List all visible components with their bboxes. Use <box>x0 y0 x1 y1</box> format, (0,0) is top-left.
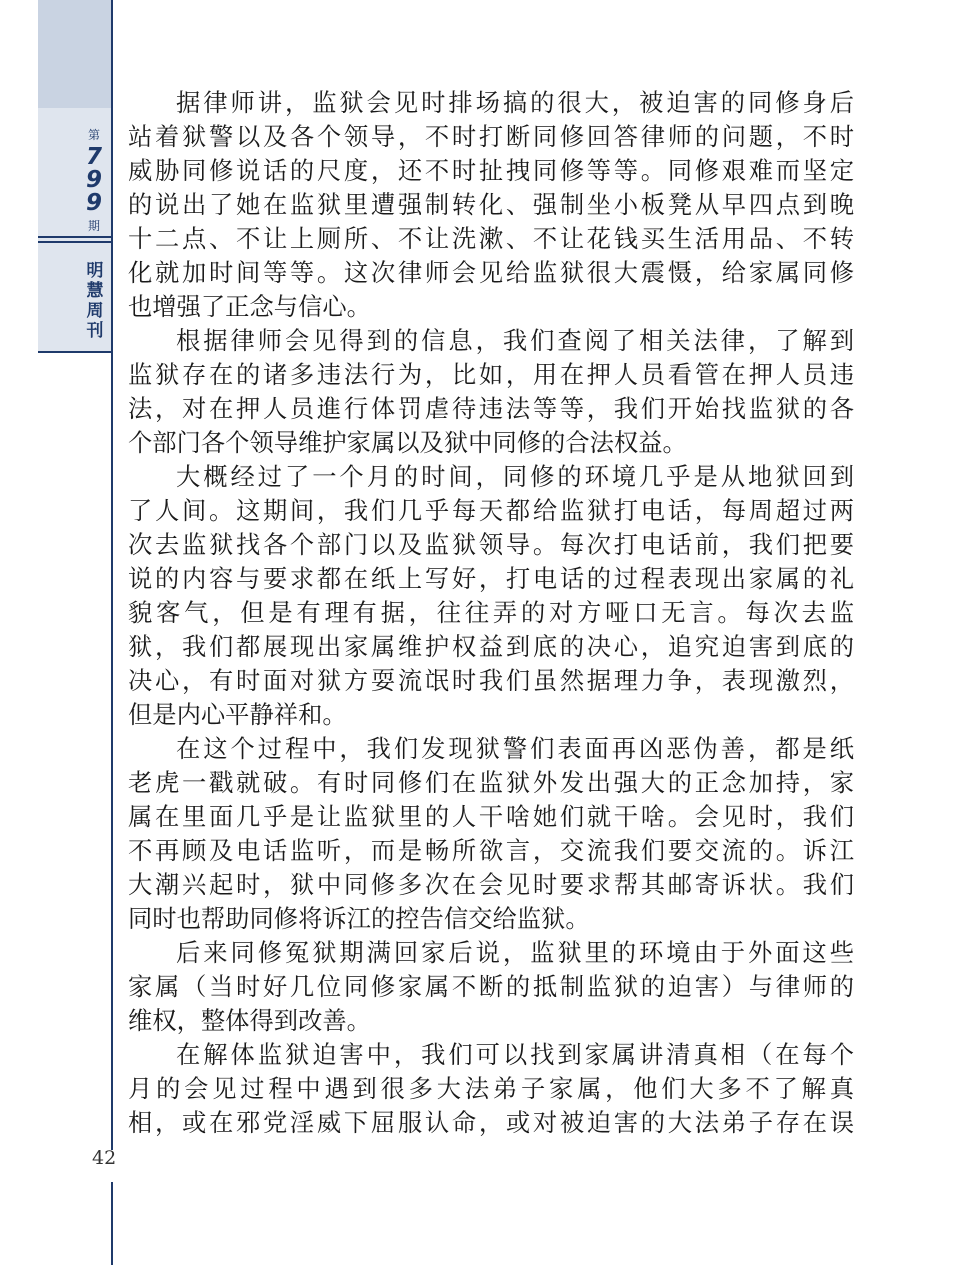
issue-digit-2: 9 <box>85 167 102 193</box>
text-line: 监狱存在的诸多违法行为，比如，用在押人员看管在押人员违 <box>128 360 854 389</box>
issue-suffix: 期 <box>87 219 100 233</box>
text-line: 相，或在邪党淫威下屈服认命，或对被迫害的大法弟子存在误 <box>128 1108 854 1137</box>
text-line: 貌客气，但是有理有据，往往弄的对方哑口无言。每次去监 <box>128 598 854 627</box>
text-line: 属在里面几乎是让监狱里的人干啥她们就干啥。会见时，我们 <box>128 802 854 831</box>
text-line: 后来同修冤狱期满回家后说，监狱里的环境由于外面这些 <box>176 938 854 967</box>
text-line: 十二点、不让上厕所、不让洗漱、不让花钱买生活用品、不转 <box>128 224 854 253</box>
magazine-title-char-2: 慧 <box>86 281 104 301</box>
text-line: 在这个过程中，我们发现狱警们表面再凶恶伪善，都是纸 <box>176 734 854 763</box>
text-line: 的说出了她在监狱里遭强制转化、强制坐小板凳从早四点到晚 <box>128 190 854 219</box>
text-line: 在解体监狱迫害中，我们可以找到家属讲清真相（在每个 <box>176 1040 854 1069</box>
text-line: 同时也帮助同修将诉江的控告信交给监狱。 <box>128 904 590 933</box>
text-line: 但是内心平静祥和。 <box>128 700 347 729</box>
text-line: 根据律师会见得到的信息，我们查阅了相关法律，了解到 <box>176 326 854 355</box>
text-line: 次去监狱找各个部门以及监狱领导。每次打电话前，我们把要 <box>128 530 854 559</box>
sidebar-divider-top <box>38 236 112 238</box>
text-line: 威胁同修说话的尺度，还不时扯拽同修等等。同修艰难而坚定 <box>128 156 854 185</box>
text-line: 老虎一戳就破。有时同修们在监狱外发出强大的正念加持，家 <box>128 768 854 797</box>
text-line: 狱，我们都展现出家属维护权益到底的决心，追究迫害到底的 <box>128 632 854 661</box>
issue-digit-3: 9 <box>85 190 102 216</box>
text-line: 大概经过了一个月的时间，同修的环境几乎是从地狱回到 <box>176 462 854 491</box>
text-line: 了人间。这期间，我们几乎每天都给监狱打电话，每周超过两 <box>128 496 854 525</box>
magazine-title-char-3: 周 <box>86 301 104 321</box>
sidebar-top-band <box>38 0 112 108</box>
text-line: 也增强了正念与信心。 <box>128 292 371 321</box>
text-line: 大潮兴起时，狱中同修多次在会见时要求帮其邮寄诉状。我们 <box>128 870 854 899</box>
text-line: 月的会见过程中遇到很多大法弟子家属，他们大多不了解真 <box>128 1074 854 1103</box>
text-line: 化就加时间等等。这次律师会见给监狱很大震慑，给家属同修 <box>128 258 854 287</box>
text-line: 说的内容与要求都在纸上写好，打电话的过程表现出家属的礼 <box>128 564 854 593</box>
text-line: 据律师讲，监狱会见时排场搞的很大，被迫害的同修身后 <box>176 88 854 117</box>
sidebar-divider-middle <box>38 241 112 243</box>
margin-rule-bottom <box>111 1182 113 1265</box>
margin-rule <box>111 0 113 1150</box>
article-body <box>128 86 854 1140</box>
text-line: 家属（当时好几位同修家属不断的抵制监狱的迫害）与律师的 <box>128 972 854 1001</box>
text-line: 决心，有时面对狱方耍流氓时我们虽然据理力争，表现激烈， <box>128 666 854 695</box>
magazine-title-char-4: 刊 <box>86 321 104 341</box>
text-line: 个部门各个领导维护家属以及狱中同修的合法权益。 <box>128 428 687 457</box>
sidebar-divider-bottom <box>38 351 112 353</box>
text-line: 维权，整体得到改善。 <box>128 1006 371 1035</box>
text-line: 不再顾及电话监听，而是畅所欲言，交流我们要交流的。诉江 <box>128 836 854 865</box>
text-line: 站着狱警以及各个领导，不时打断同修回答律师的问题，不时 <box>128 122 854 151</box>
issue-digit-1: 7 <box>85 144 102 170</box>
issue-prefix: 第 <box>87 128 100 142</box>
text-line: 法，对在押人员進行体罚虐待违法等等，我们开始找监狱的各 <box>128 394 854 423</box>
page-number: 42 <box>92 1147 117 1169</box>
magazine-title-char-1: 明 <box>86 261 104 281</box>
